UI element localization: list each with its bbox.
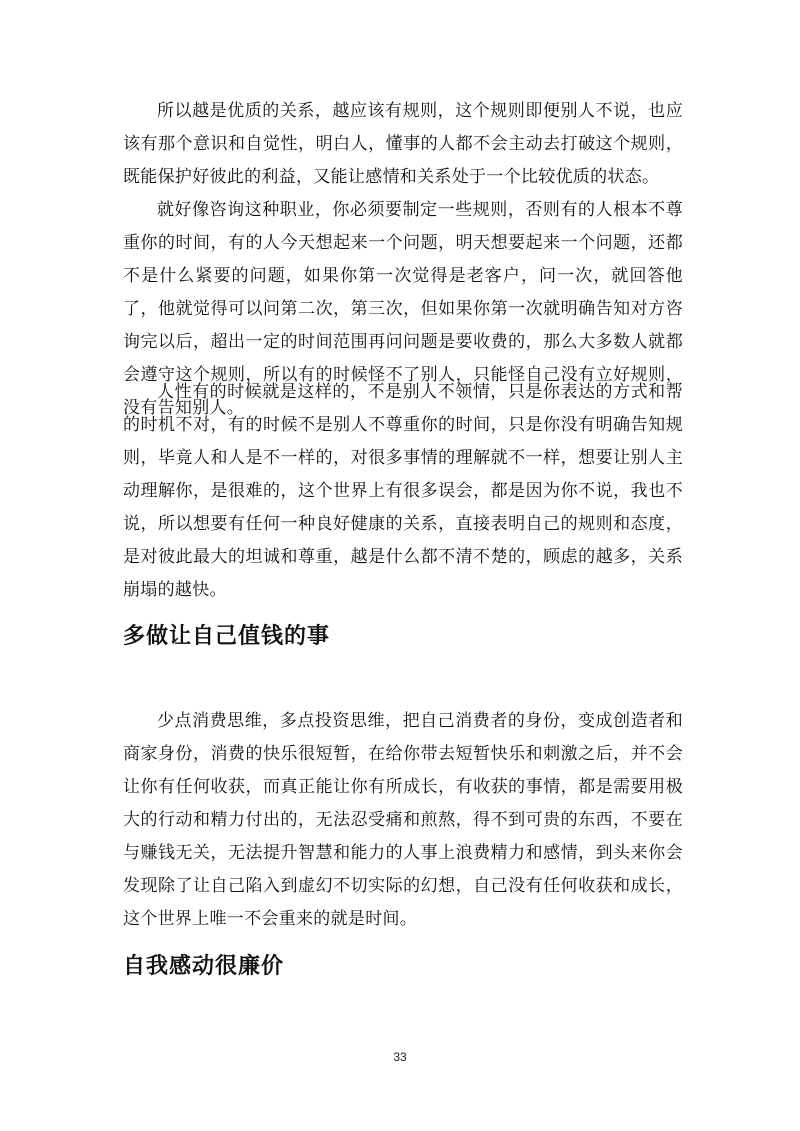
section-heading: 多做让自己值钱的事 (123, 624, 331, 649)
page-number: 33 (393, 1050, 407, 1064)
section-heading: 自我感动很廉价 (123, 954, 285, 979)
body-paragraph: 人性有的时候就是这样的，不是别人不领情，只是你表达的方式和帮的时机不对，有的时候不是别人不尊重你的时间，只是你没有明确告知规则，毕竟人和人是不一样的，对很多事情的理解就不一样，想要让别人主动理解你，是很难的，这个世界上有很多误会，都是因为你不说，我也不说，所以想要有任何一种良好健康的关系，直接表明自己的规则和态度，是对彼此最大的坦诚和尊重，越是什么都不清不楚的，顾虑的越多，关系崩塌的越快。 (123, 382, 683, 600)
body-paragraph: 就好像咨询这种职业，你必须要制定一些规则，否则有的人根本不尊重你的时间，有的人今天想起来一个问题，明天想要起来一个问题，还都不是什么紧要的问题，如果你第一次觉得是老客户，问一次，就回答他了，他就觉得可以问第二次，第三次，但如果你第一次就明确告知对方咨询完以后，超出一定的时间范围再问问题是要收费的，那么大多数人就都会遵守这个规则，所以有的时候怪不了别人，只能怪自己没有立好规则，没有告知别人。 (123, 200, 683, 418)
body-paragraph: 少点消费思维，多点投资思维，把自己消费者的身份，变成创造者和商家身份，消费的快乐很短暂，在给你带去短暂快乐和刺激之后，并不会让你有任何收获，而真正能让你有所成长，有收获的事情，都是需要用极大的行动和精力付出的，无法忍受痛和煎熬，得不到可贵的东西，不要在与赚钱无关，无法提升智慧和能力的人事上浪费精力和感情，到头来你会发现除了让自己陷入到虚幻不切实际的幻想，自己没有任何收获和成长，这个世界上唯一不会重来的就是时间。 (123, 711, 683, 929)
body-paragraph: 所以越是优质的关系，越应该有规则，这个规则即便别人不说，也应该有那个意识和自觉性，明白人，懂事的人都不会主动去打破这个规则，既能保护好彼此的利益，又能让感情和关系处于一个比较优质的状态。 (123, 101, 683, 187)
